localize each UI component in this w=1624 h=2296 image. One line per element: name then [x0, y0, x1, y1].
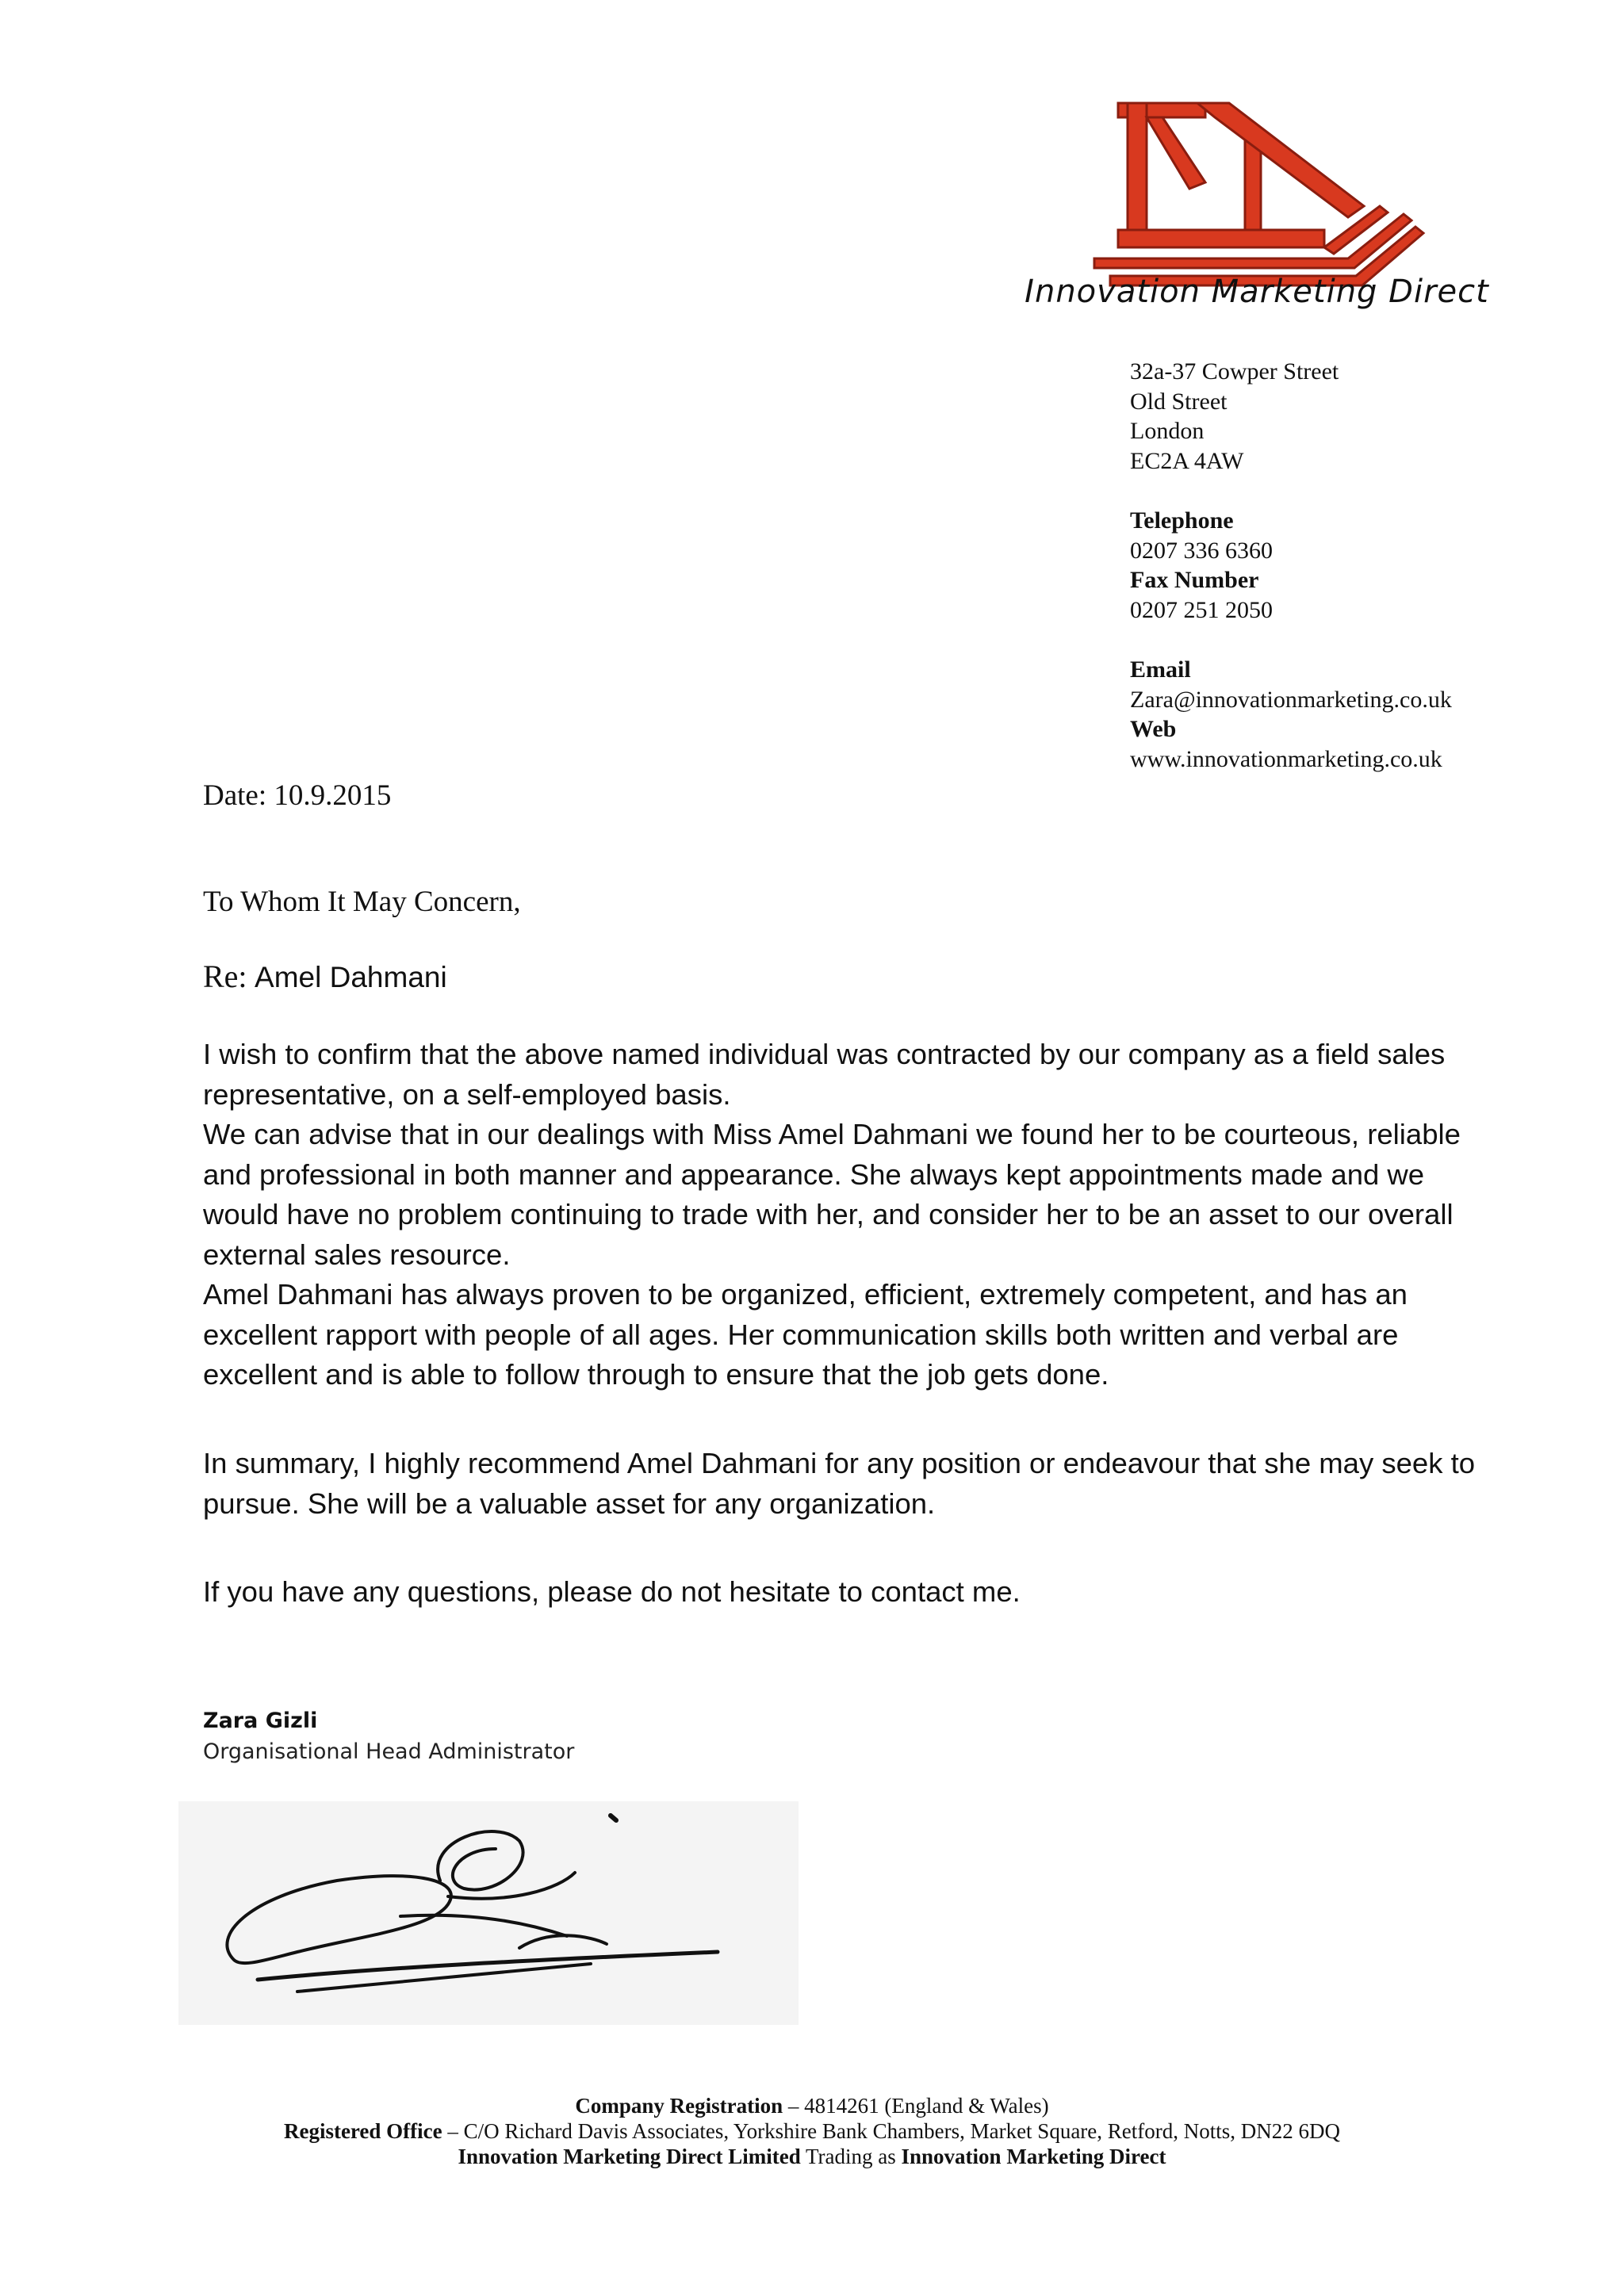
- trading-line: [0, 2144, 1624, 2169]
- company-registration: [0, 2093, 1624, 2118]
- summary-paragraph: [203, 1444, 1503, 1524]
- letter-date: Date: 10.9.2015: [203, 779, 392, 812]
- closing-paragraph: [203, 1572, 1503, 1613]
- fax-label: Fax Number: [1130, 567, 1259, 593]
- telephone-number: 0207 336 6360: [1130, 537, 1273, 564]
- office-label: Registered Office: [283, 2119, 442, 2143]
- registration-value: – 4814261 (England & Wales): [783, 2094, 1049, 2118]
- legal-name: Innovation Marketing Direct Limited: [458, 2145, 801, 2168]
- fax-number: 0207 251 2050: [1130, 596, 1273, 623]
- web-address: www.innovationmarketing.co.uk: [1130, 745, 1442, 772]
- web-label: Web: [1130, 716, 1177, 742]
- signature-image: [178, 1801, 799, 2025]
- trading-name: Innovation Marketing Direct: [901, 2145, 1166, 2168]
- signatory-name: Zara Gizli: [203, 1709, 318, 1733]
- footer: [0, 2093, 1624, 2169]
- body-paragraph: We can advise that in our dealings with Miss Amel Dahmani we found her to be courteous, reliable and professional in both manner and appearance. She always kept appointments made and we would have no problem continuing to trade with her, and consider her to be an asset to our overall external sales resource.: [203, 1118, 1461, 1271]
- brand-name: Innovation Marketing Direct: [1025, 274, 1489, 310]
- subject-prefix: Re:: [203, 959, 247, 994]
- salutation: To Whom It May Concern,: [203, 886, 521, 918]
- letter-body: [203, 1035, 1503, 1395]
- address-line: London: [1130, 418, 1205, 444]
- telephone-label: Telephone: [1130, 507, 1234, 534]
- body-paragraph: I wish to confirm that the above named individual was contracted by our company as a field sales representative, on a self-employed basis.: [203, 1038, 1446, 1111]
- subject-name: Amel Dahmani: [255, 961, 447, 993]
- address-block: [1130, 357, 1452, 774]
- subject-line: [203, 958, 447, 995]
- signatory-title: Organisational Head Administrator: [203, 1739, 575, 1764]
- body-paragraph: Amel Dahmani has always proven to be organized, efficient, extremely competent, and has an excellent rapport with people of all ages. Her communication skills both written and verbal are excellent and is able to follow through to ensure that the job gets done.: [203, 1278, 1408, 1391]
- office-value: – C/O Richard Davis Associates, Yorkshire Bank Chambers, Market Square, Retford, Notts, DN22 6DQ: [442, 2119, 1341, 2143]
- address-line: EC2A 4AW: [1130, 447, 1244, 474]
- closing-text: If you have any questions, please do not hesitate to contact me.: [203, 1575, 1021, 1608]
- address-line: Old Street: [1130, 388, 1228, 415]
- address-line: 32a-37 Cowper Street: [1130, 358, 1339, 385]
- registered-office: [0, 2118, 1624, 2144]
- email-address: Zara@innovationmarketing.co.uk: [1130, 686, 1452, 713]
- email-label: Email: [1130, 656, 1191, 683]
- registration-label: Company Registration: [575, 2094, 783, 2118]
- trading-as: Trading as: [800, 2145, 902, 2168]
- summary-text: In summary, I highly recommend Amel Dahmani for any position or endeavour that she may seek to pursue. She will be a valuable asset for any organization.: [203, 1447, 1476, 1520]
